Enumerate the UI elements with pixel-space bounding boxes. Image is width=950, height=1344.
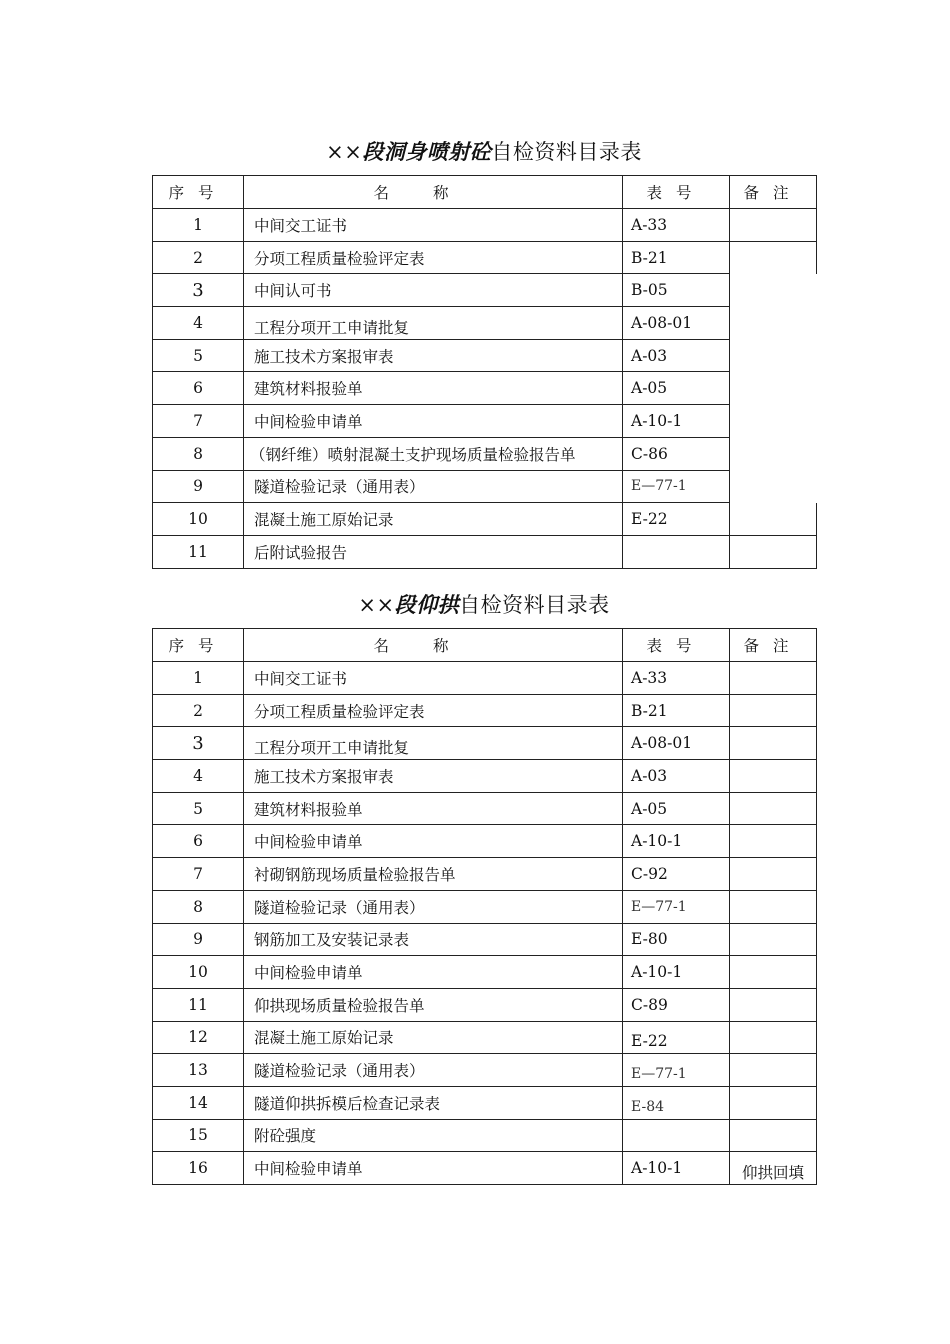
- row-code: A-10-1: [623, 1152, 730, 1185]
- row-code: A-33: [623, 209, 730, 242]
- row-code: A-03: [623, 760, 730, 793]
- row-code: [623, 1119, 730, 1152]
- row-name: 附砼强度: [244, 1119, 623, 1152]
- row-name: 隧道检验记录（通用表）: [244, 470, 623, 503]
- header-code: 表号: [623, 176, 730, 209]
- table-row: [153, 662, 817, 695]
- header-note: 备注: [730, 176, 817, 209]
- row-name: 分项工程质量检验评定表: [244, 694, 623, 727]
- row-note: [730, 956, 817, 989]
- row-note: [730, 890, 817, 923]
- row-name: 建筑材料报验单: [244, 792, 623, 825]
- table-row: [153, 209, 817, 242]
- row-note: [730, 307, 817, 340]
- row-name: 仰拱现场质量检验报告单: [244, 988, 623, 1021]
- row-code: A-08-01: [623, 307, 730, 340]
- row-name: 中间检验申请单: [244, 405, 623, 438]
- table-row: [153, 956, 817, 989]
- row-note: [730, 241, 817, 274]
- row-name: 中间检验申请单: [244, 825, 623, 858]
- table-row: [153, 988, 817, 1021]
- row-code: A-33: [623, 662, 730, 695]
- table1-title-bold: 段洞身喷射砼: [362, 139, 492, 164]
- row-note: [730, 923, 817, 956]
- row-no: 8: [153, 437, 244, 470]
- row-name: 中间交工证书: [244, 209, 623, 242]
- header-name: 名称: [244, 176, 623, 209]
- row-code: C-86: [623, 437, 730, 470]
- row-note: [730, 405, 817, 438]
- table-row: [153, 372, 817, 405]
- row-name: 混凝土施工原始记录: [244, 503, 623, 536]
- row-note: [730, 274, 817, 307]
- row-code: A-05: [623, 372, 730, 405]
- row-code: E—77-1: [623, 1054, 730, 1087]
- row-name: 衬砌钢筋现场质量检验报告单: [244, 858, 623, 891]
- row-no: 10: [153, 956, 244, 989]
- table2-title-prefix: ××: [358, 593, 395, 617]
- row-code: A-03: [623, 339, 730, 372]
- table2-title: [152, 589, 816, 619]
- table-row: [153, 825, 817, 858]
- header-no: 序号: [153, 176, 244, 209]
- row-code: E-80: [623, 923, 730, 956]
- row-name: 隧道检验记录（通用表）: [244, 1054, 623, 1087]
- row-note: [730, 372, 817, 405]
- row-no: 3: [153, 274, 244, 307]
- table-row: [153, 503, 817, 536]
- table-row: [153, 923, 817, 956]
- row-no: 5: [153, 339, 244, 372]
- table-row: [153, 405, 817, 438]
- row-note: [730, 339, 817, 372]
- row-no: 2: [153, 694, 244, 727]
- row-note: [730, 437, 817, 470]
- table-row: [153, 470, 817, 503]
- row-name: 后附试验报告: [244, 535, 623, 568]
- table1-header-row: [153, 176, 817, 209]
- table-row: [153, 760, 817, 793]
- row-code: B-21: [623, 241, 730, 274]
- row-no: 9: [153, 470, 244, 503]
- row-name: 钢筋加工及安装记录表: [244, 923, 623, 956]
- header-note: 备注: [730, 629, 817, 662]
- row-no: 11: [153, 535, 244, 568]
- table-row: [153, 1152, 817, 1185]
- row-no: 1: [153, 209, 244, 242]
- row-no: 6: [153, 372, 244, 405]
- header-code: 表号: [623, 629, 730, 662]
- row-no: 4: [153, 760, 244, 793]
- row-no: 4: [153, 307, 244, 340]
- row-no: 16: [153, 1152, 244, 1185]
- row-name: （钢纤维）喷射混凝土支护现场质量检验报告单: [244, 437, 623, 470]
- table-row: [153, 792, 817, 825]
- row-code: A-08-01: [623, 727, 730, 760]
- row-name: 施工技术方案报审表: [244, 339, 623, 372]
- table-row: [153, 274, 817, 307]
- row-name: 工程分项开工申请批复: [244, 727, 623, 760]
- row-note: [730, 760, 817, 793]
- row-name: 中间认可书: [244, 274, 623, 307]
- row-code: C-89: [623, 988, 730, 1021]
- row-code: A-10-1: [623, 825, 730, 858]
- row-no: 3: [153, 727, 244, 760]
- row-code: E—77-1: [623, 890, 730, 923]
- row-note: [730, 988, 817, 1021]
- table-row: [153, 1021, 817, 1054]
- row-name: 中间检验申请单: [244, 1152, 623, 1185]
- row-name: 分项工程质量检验评定表: [244, 241, 623, 274]
- table-row: [153, 241, 817, 274]
- row-note: [730, 470, 817, 503]
- row-no: 8: [153, 890, 244, 923]
- table-row: [153, 694, 817, 727]
- row-code: C-92: [623, 858, 730, 891]
- row-code: B-05: [623, 274, 730, 307]
- row-name: 施工技术方案报审表: [244, 760, 623, 793]
- table-row: [153, 727, 817, 760]
- table-row: [153, 1086, 817, 1119]
- row-code: E-22: [623, 1021, 730, 1054]
- row-note: [730, 1119, 817, 1152]
- table1-title: [152, 136, 816, 166]
- row-note: [730, 858, 817, 891]
- row-code: A-10-1: [623, 405, 730, 438]
- row-note: [730, 1021, 817, 1054]
- row-no: 11: [153, 988, 244, 1021]
- row-no: 15: [153, 1119, 244, 1152]
- table-row: [153, 535, 817, 568]
- row-name: 隧道仰拱拆模后检查记录表: [244, 1086, 623, 1119]
- row-no: 6: [153, 825, 244, 858]
- table-row: [153, 437, 817, 470]
- row-note: [730, 503, 817, 536]
- row-code: [623, 535, 730, 568]
- table1-title-prefix: ××: [326, 140, 363, 164]
- row-note: [730, 727, 817, 760]
- row-name: 工程分项开工申请批复: [244, 307, 623, 340]
- header-name: 名称: [244, 629, 623, 662]
- row-no: 7: [153, 405, 244, 438]
- table2-title-suffix: 自检资料目录表: [459, 593, 610, 617]
- table1-title-suffix: 自检资料目录表: [491, 140, 642, 164]
- row-note: [730, 535, 817, 568]
- row-no: 7: [153, 858, 244, 891]
- table-row: [153, 307, 817, 340]
- row-code: E-84: [623, 1086, 730, 1119]
- table2-header-row: [153, 629, 817, 662]
- row-note: [730, 1086, 817, 1119]
- row-name: 中间交工证书: [244, 662, 623, 695]
- row-code: A-05: [623, 792, 730, 825]
- row-no: 1: [153, 662, 244, 695]
- row-note: [730, 792, 817, 825]
- row-code: A-10-1: [623, 956, 730, 989]
- row-note: [730, 1054, 817, 1087]
- row-note: [730, 694, 817, 727]
- row-name: 隧道检验记录（通用表）: [244, 890, 623, 923]
- row-note: [730, 825, 817, 858]
- table-row: [153, 890, 817, 923]
- table2-title-bold: 段仰拱: [394, 592, 460, 617]
- row-no: 2: [153, 241, 244, 274]
- table-row: [153, 858, 817, 891]
- table1: [152, 175, 817, 569]
- row-no: 9: [153, 923, 244, 956]
- row-no: 5: [153, 792, 244, 825]
- header-no: 序号: [153, 629, 244, 662]
- row-no: 10: [153, 503, 244, 536]
- row-note: [730, 662, 817, 695]
- row-code: B-21: [623, 694, 730, 727]
- row-name: 中间检验申请单: [244, 956, 623, 989]
- row-note: 仰拱回填: [730, 1152, 817, 1185]
- table-row: [153, 1054, 817, 1087]
- row-no: 14: [153, 1086, 244, 1119]
- table-row: [153, 339, 817, 372]
- row-name: 混凝土施工原始记录: [244, 1021, 623, 1054]
- row-no: 13: [153, 1054, 244, 1087]
- row-code: E-22: [623, 503, 730, 536]
- row-name: 建筑材料报验单: [244, 372, 623, 405]
- table2: [152, 628, 817, 1185]
- row-no: 12: [153, 1021, 244, 1054]
- row-code: E—77-1: [623, 470, 730, 503]
- table-row: [153, 1119, 817, 1152]
- row-note: [730, 209, 817, 242]
